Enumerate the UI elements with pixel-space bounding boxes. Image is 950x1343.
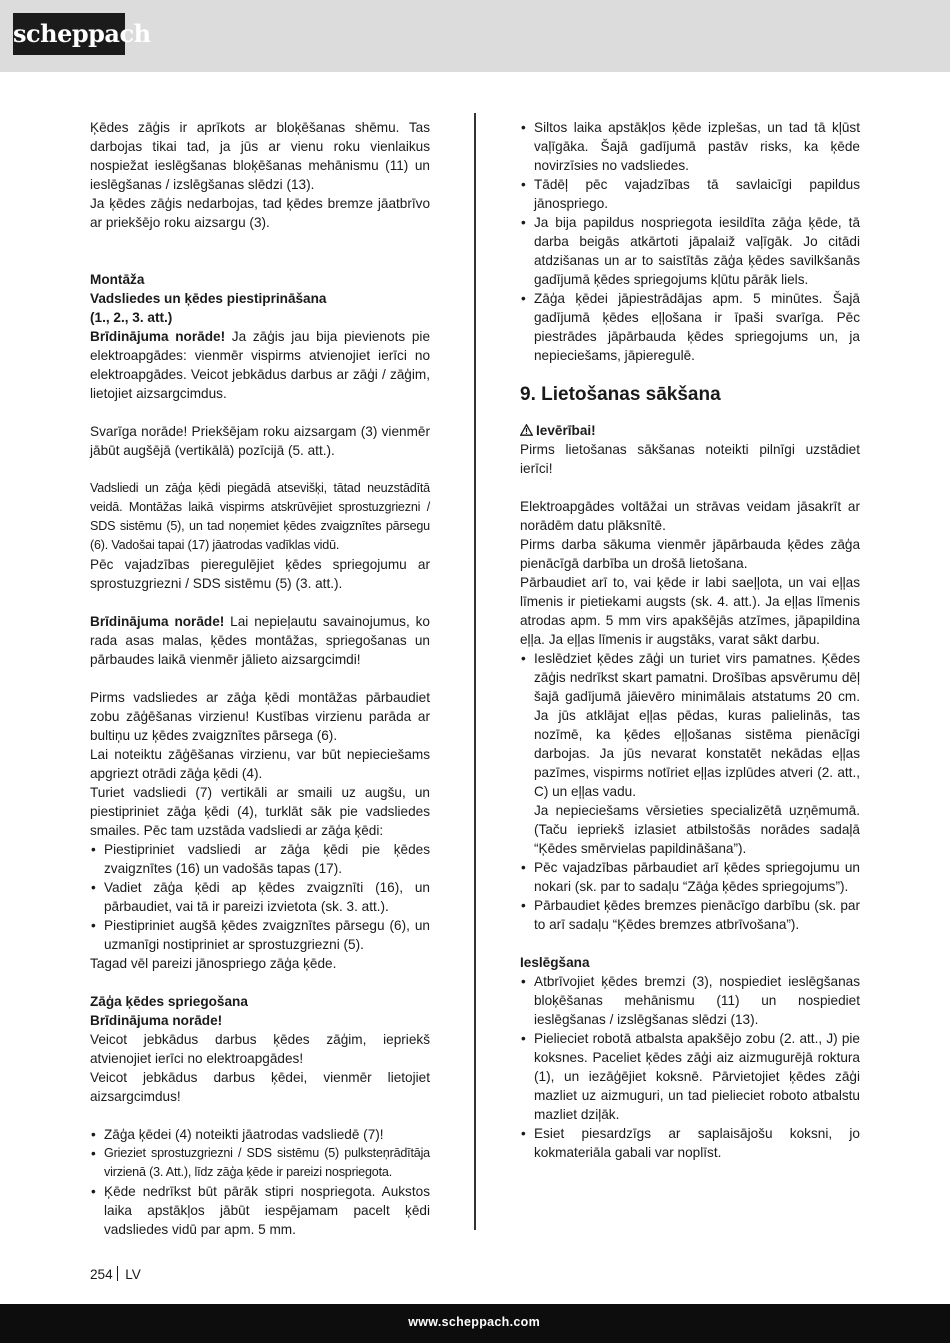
list-item: • Piestipriniet augšā ķēdes zvaigznītes pārsegu (6), un uzmanīgi nostipriniet ar sprostuzgriezni (5). bbox=[90, 916, 430, 954]
website-url[interactable]: www.scheppach.com bbox=[408, 1315, 540, 1329]
bullet-list bbox=[90, 840, 430, 954]
list-item-continuation: Ja nepieciešams vērsieties specializētā uzņēmumā. (Taču iepriekš izlasiet atbilstošās norādes sadaļā “Ķēdes smērvielas papildināšana”). bbox=[534, 803, 860, 856]
section-title: 9. Lietošanas sākšana bbox=[520, 384, 721, 405]
section-heading-tension: Zāģa ķēdes spriegošana bbox=[90, 994, 248, 1009]
left-column bbox=[90, 118, 430, 1239]
warning-paragraph: Brīdinājuma norāde! Ja zāģis jau bija pievienots pie elektroapgādes: vienmēr vispirms atvienojiet ierīci no elektroapgādes. Veicot jebkādus darbus ar zāģi / zāģim, lietojiet aizsargcimdus. bbox=[90, 329, 431, 401]
adjust-paragraph: Pēc vajadzības pieregulējiet ķēdes spriegojumu ar sprostuzgriezni / SDS sistēmu (5) (3. att.). bbox=[90, 557, 430, 591]
direction-paragraph: Pirms vadsliedes ar zāģa ķēdi montāžas pārbaudiet zobu zāģēšanas virzienu! Kustības virzienu parāda ar bultiņu uz ķēdes zvaigznītes pārsega (6). bbox=[90, 690, 430, 743]
section-heading-montaza: Montāža bbox=[90, 272, 145, 287]
list-item: • Ieslēdziet ķēdes zāģi un turiet virs pamatnes. Ķēdes zāģis nedrīkst skart pamatni. Drošības apsvērumu dēļ šajā gadījumā jāievēro minimālais atstatums 20 cm. Ja jūs atklājat eļļas pēdas, kuras palielinās, tas nozīmē, ka ķēdes eļļošanas sistēma pienācīgi darbojas. Ja jūs nevarat konstatēt nekādas eļļas pazīmes, vispirms notīriet eļļas izplūdes atveri (2. att., C) un eļļas vadu. bbox=[520, 649, 860, 801]
bullet-list bbox=[90, 1125, 430, 1239]
paragraph: Pārbaudiet arī to, vai ķēde ir labi saeļļota, un vai eļļas līmenis ir pietiekami augsts (sk. 4. att.). Ja eļļas līmenis atrodas apm. 5 mm virs apakšējās atzīmes, jāpapildina eļļa. Ja eļļas līmenis ir augstāks, varat sākt darbu. bbox=[520, 575, 860, 647]
footer-separator bbox=[117, 1266, 119, 1281]
list-item: • Pielieciet robotā atbalsta apakšējo zobu (2. att., J) pie koksnes. Paceliet ķēdes zāģi aiz aizmugurējā roktura (1), un iezāģējiet koksnē. Pārvietojiet ķēdes zāģi mazliet uz aizmuguri, un tad pielieciet roboto atbalstu mazliet dziļāk. bbox=[520, 1029, 860, 1124]
paragraph: Elektroapgādes voltāžai un strāvas veidam jāsakrīt ar norādēm datu plāksnītē. bbox=[520, 499, 860, 533]
bullet-list bbox=[520, 118, 860, 365]
bullet-list bbox=[520, 972, 860, 1162]
column-divider bbox=[474, 113, 476, 1230]
list-item: • Esiet piesardzīgs ar saplaisājošu koksni, jo kokmateriāla gabali var noplīst. bbox=[520, 1124, 860, 1162]
warning-triangle-icon bbox=[520, 421, 533, 440]
intro-paragraph: Ķēdes zāģis ir aprīkots ar bloķēšanas shēmu. Tas darbojas tikai tad, ja jūs ar vienu roku vienlaikus nospiežat ieslēgšanas bloķēšanas mehānismu (11) un ieslēgšanas / izslēgšanas slēdzi (13). bbox=[90, 120, 430, 192]
list-item: • Atbrīvojiet ķēdes bremzi (3), nospiediet ieslēgšanas bloķēšanas mehānismu (11) un nospiediet ieslēgšanas / izslēgšanas slēdzi (13). bbox=[520, 972, 860, 1029]
attention-heading: Ievērībai! bbox=[520, 421, 860, 440]
subheading-figures: (1., 2., 3. att.) bbox=[90, 310, 173, 325]
intro-paragraph: Ja ķēdes zāģis nedarbojas, tad ķēdes bremze jāatbrīvo ar priekšējo roku aizsargu (3). bbox=[90, 196, 430, 230]
list-item: • Vadiet zāģa ķēdi ap ķēdes zvaigznīti (16), un pārbaudiet, vai tā ir pareizi izvietota (sk. 3. att.). bbox=[90, 878, 430, 916]
list-item: • Grieziet sprostuzgriezni / SDS sistēmu (5) pulksteņrādītāja virzienā (3. Att.), līdz zāģa ķēde ir pareizi nospriegota. bbox=[90, 1144, 430, 1182]
list-item: • Piestipriniet vadsliedi ar zāģa ķēdi pie ķēdes zvaigznītes (16) un vadošās tapas (17). bbox=[90, 840, 430, 878]
footer-bar bbox=[0, 1304, 950, 1343]
important-note: Svarīga norāde! Priekšējam roku aizsargam (3) vienmēr jābūt augšējā (vertikālā) pozīcijā (5. att.). bbox=[90, 424, 430, 458]
list-item: • Siltos laika apstākļos ķēde izplešas, un tad tā kļūst vaļīgāka. Šajā gadījumā pastāv risks, ka ķēde novirzīsies no vadsliedes. bbox=[520, 118, 860, 175]
header-band bbox=[0, 0, 950, 72]
tension-paragraph: Veicot jebkādus darbus ķēdei, vienmēr lietojiet aizsargcimdus! bbox=[90, 1070, 430, 1104]
list-item: • Pēc vajadzības pārbaudiet arī ķēdes spriegojumu un nokari (sk. par to sadaļu “Zāģa ķēdes spriegojums”). bbox=[520, 858, 860, 896]
bullet-list bbox=[520, 858, 860, 934]
warning-label: Brīdinājuma norāde! bbox=[90, 1013, 223, 1028]
direction-paragraph: Turiet vadsliedi (7) vertikāli ar smaili uz augšu, un piestipriniet zāģa ķēdi (4), turklāt sāk pie vadsliedes smailes. Pēc tam uzstāda vadsliedi ar zāģa ķēdi: bbox=[90, 785, 430, 838]
small-paragraph: Vadsliedi un zāģa ķēdi piegādā atsevišķi, tātad neuzstādītā veidā. Montāžas laikā vispirms atskrūvējiet sprostuzgriezni / SDS sistēmu (5), un tad noņemiet ķēdes zvaigznītes pārsegu (6). Vadošai tapai (17) jāatrodas vadīklas vidū. bbox=[90, 481, 430, 552]
attention-text: Pirms lietošanas sākšanas noteikti pilnīgi uzstādiet ierīci! bbox=[520, 442, 860, 476]
section-heading-ieslegsana: Ieslēgšana bbox=[520, 955, 590, 970]
list-item: • Tādēļ pēc vajadzības tā savlaicīgi papildus jānospriego. bbox=[520, 175, 860, 213]
language-code: LV bbox=[125, 1267, 141, 1282]
list-item: • Ķēde nedrīkst būt pārāk stipri nospriegota. Aukstos laika apstākļos jābūt iespējamam pacelt ķēdi vadsliedes vidū par apm. 5 mm. bbox=[90, 1182, 430, 1239]
bullet-list bbox=[520, 649, 860, 801]
tension-paragraph: Veicot jebkādus darbus ķēdes zāģim, iepriekš atvienojiet ierīci no elektroapgādes! bbox=[90, 1032, 430, 1066]
subheading: Vadsliedes un ķēdes piestiprināšana bbox=[90, 291, 327, 306]
list-item: • Ja bija papildus nospriegota iesildīta zāģa ķēde, tā darba beigās atkārtoti jāpalaiž vaļīgāk. Jo citādi atdzišanas un ar to saistītās zāģa ķēdes savilkšanās gadījumā ķēdes spriegojums kļūtu pārāk liels. bbox=[520, 213, 860, 289]
list-item: • Zāģa ķēdei jāpiestrādājas apm. 5 minūtes. Šajā gadījumā ķēdes eļļošana ir īpaši svarīga. Pēc piestrādes jāpārbauda ķēdes spriegojums un, ja nepieciešams, jāpieregulē. bbox=[520, 289, 860, 365]
scheppach-logo: scheppach bbox=[13, 13, 125, 55]
paragraph: Pirms darba sākuma vienmēr jāpārbauda ķēdes zāģa pienācīgā darbība un drošā lietošana. bbox=[520, 537, 860, 571]
list-item: • Pārbaudiet ķēdes bremzes pienācīgo darbību (sk. par to arī sadaļu “Ķēdes bremzes atbrīvošana”). bbox=[520, 896, 860, 934]
final-note: Tagad vēl pareizi jānospriego zāģa ķēde. bbox=[90, 956, 337, 971]
list-item: • Zāģa ķēdei (4) noteikti jāatrodas vadsliedē (7)! bbox=[90, 1125, 430, 1144]
direction-paragraph: Lai noteiktu zāģēšanas virzienu, var būt nepieciešams apgriezt otrādi zāģa ķēdi (4). bbox=[90, 747, 430, 781]
right-column bbox=[520, 118, 860, 1162]
warning-paragraph: Brīdinājuma norāde! Lai nepieļautu savainojumus, ko rada asas malas, ķēdes montāžas, spriegošanas un pārbaudes laikā vienmēr jālieto aizsargcimdi! bbox=[90, 614, 430, 667]
page-footer bbox=[90, 1266, 141, 1284]
page-number: 254 bbox=[90, 1267, 113, 1282]
